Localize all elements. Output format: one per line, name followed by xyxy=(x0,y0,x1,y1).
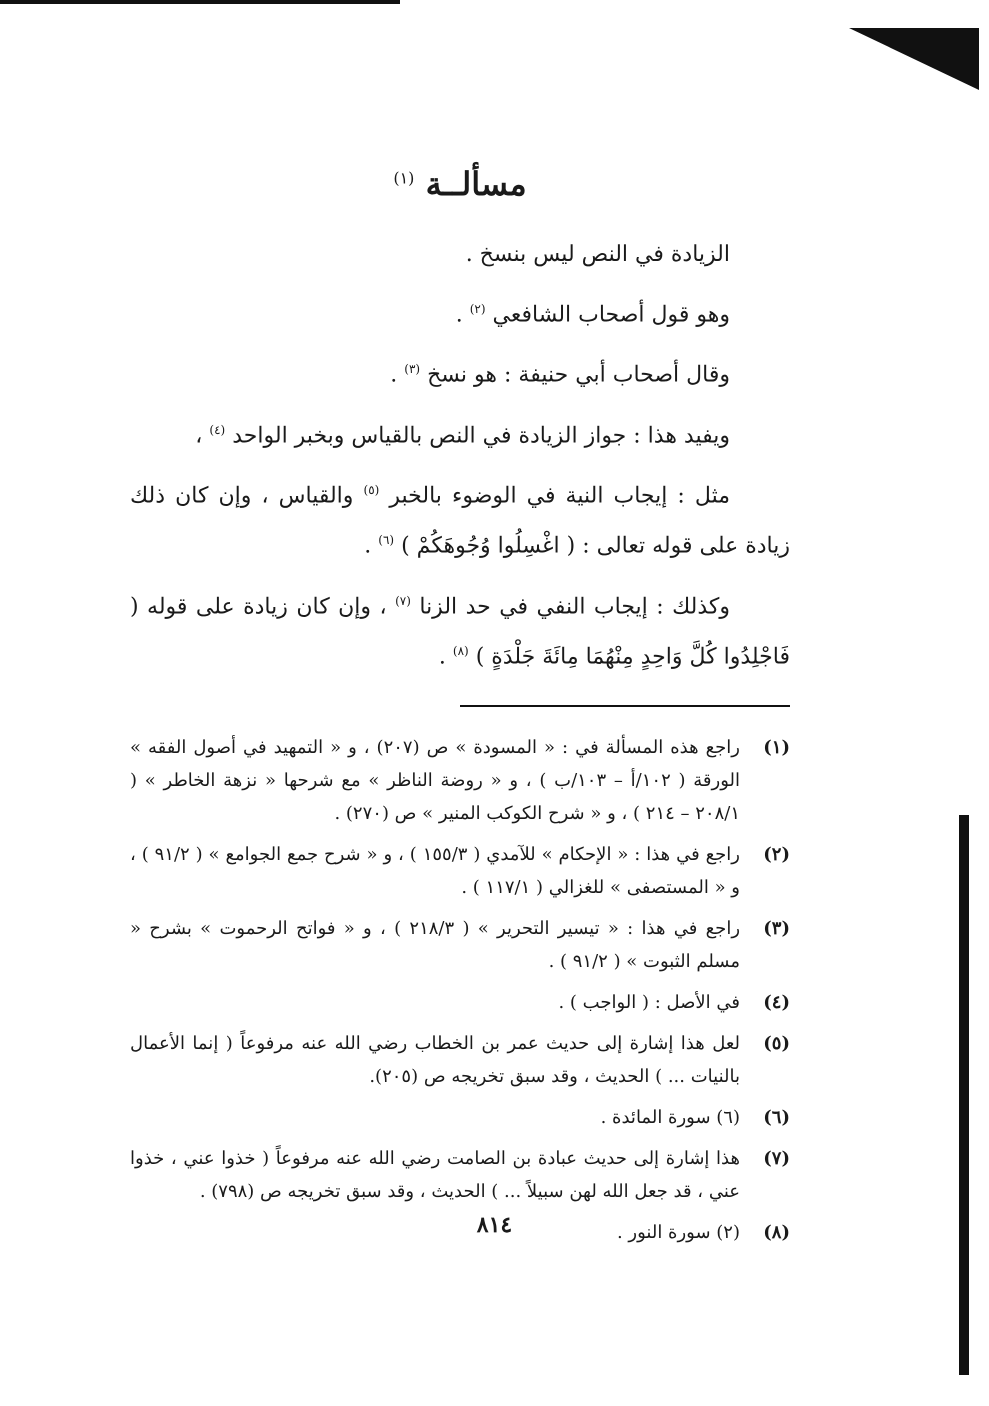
footnote-5 xyxy=(130,1027,790,1093)
footnote-divider xyxy=(460,705,790,707)
page-content xyxy=(130,165,790,1257)
footnote-2 xyxy=(130,838,790,904)
footnote-4 xyxy=(130,986,790,1019)
footnote-text: راجع في هذا : « تيسير التحرير » ( ٢١٨/٣ ) ، و « فواتح الرحموت » بشرح « مسلم الثبوت » ( ٩١/٢ ) . xyxy=(130,918,741,973)
footnote-number: (٧) xyxy=(763,1148,790,1170)
main-text xyxy=(130,233,790,679)
paragraph-1: الزيادة في النص ليس بنسخ . xyxy=(465,242,730,267)
right-edge-scan-mark xyxy=(959,815,969,1375)
footnote-text: في الأصل : ( الواجب ) . xyxy=(558,992,740,1014)
paragraph-4: ويفيد هذا : جواز الزيادة في النص بالقياس وبخبر الواحد $^{(٤)}$ ، xyxy=(195,422,730,448)
paragraph-6: وكذلك : إيجاب النفي في حد الزنا $^{(٧)}$ ، وإن كان زيادة على قوله ( فَاجْلِدُوا كُلَّ وَاحِدٍ مِنْهُمَا مِائَةَ جَلْدَةٍ ) $^{(٨)}$ . xyxy=(130,593,790,670)
footnote-ref-8: (٨) xyxy=(452,643,469,658)
footnote-6 xyxy=(130,1101,790,1134)
title-footnote-ref: (١) xyxy=(393,168,415,188)
footnote-number: (٨) xyxy=(763,1222,790,1244)
footnote-7 xyxy=(130,1142,790,1208)
footnote-text: هذا إشارة إلى حديث عبادة بن الصامت رضي الله عنه مرفوعاً ( خذوا عني ، خذوا عني ، قد جعل الله لهن سبيلاً ... ) الحديث ، وقد سبق تخريجه ص (٧٩٨) . xyxy=(130,1148,740,1203)
footnote-text: راجع في هذا : « الإحكام » للآمدي ( ١٥٥/٣ ) ، و « شرح جمع الجوامع » ( ٩١/٢ ) ، و « المستصفى » للغزالي ( ١١٧/١ ) . xyxy=(130,844,740,899)
footnote-number: (٤) xyxy=(763,992,790,1014)
page-number: ٨١٤ xyxy=(476,1212,513,1238)
footnote-number: (٣) xyxy=(763,918,790,940)
scan-top-line xyxy=(0,0,400,4)
footnote-number: (٢) xyxy=(763,844,790,866)
footnote-number: (٦) xyxy=(763,1107,790,1129)
footnote-ref-6: (٦) xyxy=(378,533,395,548)
footnote-3 xyxy=(130,912,790,978)
footnote-ref-3: (٣) xyxy=(404,362,421,377)
corner-triangle-mark xyxy=(849,28,989,98)
footnote-text: لعل هذا إشارة إلى حديث عمر بن الخطاب رضي الله عنه مرفوعاً ( إنما الأعمال بالنيات ... ) الحديث ، وقد سبق تخريجه ص (٢٠٥). xyxy=(130,1033,740,1088)
footnote-number: (١) xyxy=(763,737,790,759)
footnote-ref-7: (٧) xyxy=(395,593,411,608)
footnote-text: راجع هذه المسألة في : « المسودة » ص (٢٠٧) ، و « التمهيد في أصول الفقه » الورقة ( ١٠٢/أ – ١٠٣/ب ) ، و « روضة الناظر » مع شرحها « نزهة الخاطر » ( ٢٠٨/١ – ٢١٤ ) ، و « شرح الكوكب المنير » ص (٢٧٠) . xyxy=(130,737,741,825)
page-title xyxy=(130,165,790,203)
title-text: مسألــة xyxy=(425,165,527,203)
paragraph-3: وقال أصحاب أبي حنيفة : هو نسخ $^{(٣)}$ . xyxy=(390,362,730,388)
footnote-ref-4: (٤) xyxy=(209,422,226,437)
footnote-ref-2: (٢) xyxy=(469,302,486,316)
paragraph-5: مثل : إيجاب النية في الوضوء بالخبر $^{(٥)}$ والقياس ، وإن كان ذلك زيادة على قوله تعالى : ( اغْسِلُوا وُجُوهَكُمْ ) $^{(٦)}$ . xyxy=(130,482,790,559)
footnote-number: (٥) xyxy=(763,1033,790,1055)
footnote-ref-5: (٥) xyxy=(363,482,380,497)
footnote-text: (٦) سورة المائدة . xyxy=(600,1107,740,1129)
footnote-1 xyxy=(130,731,790,830)
footnotes xyxy=(130,731,790,1249)
footnote-text: (٢) سورة النور . xyxy=(616,1222,740,1244)
paragraph-2: وهو قول أصحاب الشافعي $^{(٢)}$ . xyxy=(455,302,730,328)
